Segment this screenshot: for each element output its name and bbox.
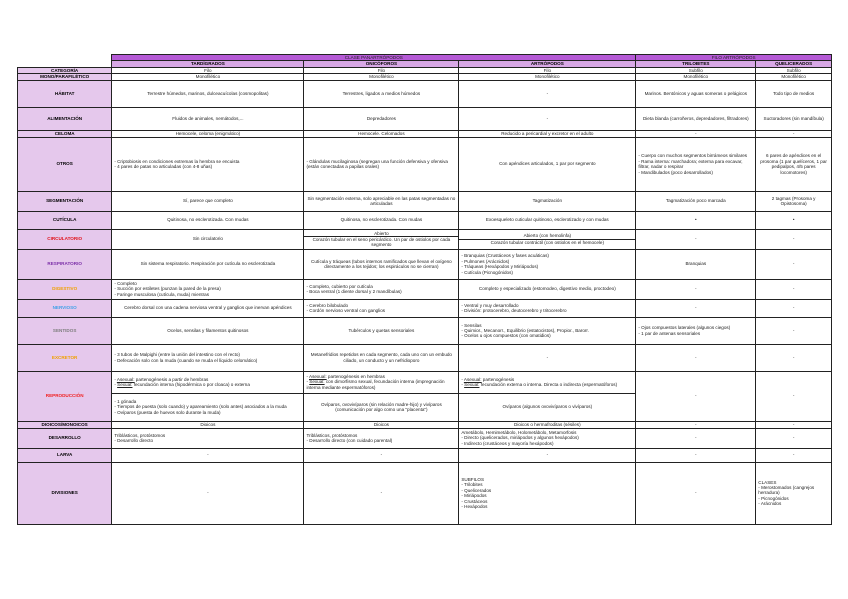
nervioso-tardigrados (112, 299, 304, 317)
underlined-term: Sexual: (309, 379, 325, 385)
otros-artropodos (459, 137, 636, 191)
circulatorio-trilobites (636, 229, 756, 249)
row-label-reproduccion (18, 371, 112, 421)
cell-text: Reducido a pericardial y excretor en el adulto (501, 130, 594, 136)
cell-text: Quitinosa, no esclerotizada. Con mudas (167, 217, 249, 223)
excretor-tardigrados (112, 344, 304, 371)
cell-text: Depredadores (366, 115, 396, 121)
alimentacion-cell (459, 107, 636, 130)
cell-line: - Asexual: partenogénesis a partir de hembras (114, 376, 209, 382)
table-row (18, 191, 832, 211)
cell-text: - (695, 490, 697, 496)
alimentacion-cell (636, 107, 756, 130)
dioicos-cell (459, 421, 636, 428)
sub-top: Abierto (304, 231, 458, 237)
cell-text: - (695, 130, 697, 136)
cell-line: - Defecación solo con la muda (cuando se muda el líquido celomático) (114, 357, 258, 363)
dioicos-cell (112, 421, 304, 428)
reproduccion-onicoforos-bottom (304, 393, 459, 421)
reproduccion-trilobites (636, 371, 756, 421)
row-label-alimentacion (18, 107, 112, 130)
row-label-text: CIRCULATORIO (47, 236, 83, 242)
row-label-dioicos (18, 421, 112, 428)
cell-line: - Faringe musculosa (cutícula, muda) mientras (114, 291, 210, 297)
cell-text: Cutícula y tráqueas (tubos internos ramificados que llevan el oxígeno directamente a los tejidos; los espiráculos no se cierran) (311, 258, 452, 270)
row-label-otros (18, 137, 112, 191)
otros-quelicerados (756, 137, 832, 191)
cell-line: - Desarrollo directo (con cuidado parental) (306, 438, 393, 444)
row-label-text: HÁBITAT (54, 90, 75, 96)
row-label-text: SENTIDOS (52, 327, 77, 333)
cell-text: - (695, 286, 697, 292)
cell-text: - (792, 421, 795, 427)
cell-text: • (694, 217, 697, 223)
cell-text: Todo tipo de medios (773, 90, 815, 96)
larva-cell (304, 448, 459, 462)
cell-line: - Trilobites (461, 482, 483, 488)
column-header-text: TARDÍGRADOS (190, 61, 225, 67)
nervioso-quelicerados (756, 299, 832, 317)
row-label-text: RESPIRATORIO (47, 261, 82, 267)
table-row (18, 317, 832, 344)
row-label-text: CUTÍCULA (52, 217, 77, 223)
cell-line: - Crustáceos (461, 498, 488, 504)
excretor-quelicerados (756, 344, 832, 371)
row-label-celoma (18, 130, 112, 137)
cell-text: - (695, 354, 697, 360)
underlined-term: Asexual: (116, 376, 135, 382)
table-row (18, 371, 832, 393)
column-header-text: ONICÓFOROS (365, 61, 398, 67)
circulatorio-onicoforos (304, 229, 459, 249)
table-row (18, 137, 832, 191)
row-label-text: DIGESTIVO (52, 286, 78, 292)
digestivo-artropodos (459, 279, 636, 299)
cell-line: Ametábolo, Hemimetábolo, Holometábolo, Metamorfosis (461, 430, 577, 436)
celoma-cell (304, 130, 459, 137)
celoma-cell (636, 130, 756, 137)
table-row (18, 428, 832, 448)
row-label-text: NERVIOSO (52, 305, 77, 311)
cell-line: - Picnogónidos (758, 495, 789, 501)
cell-text: - (792, 305, 795, 311)
table-row (18, 80, 832, 107)
sentidos-trilobites (636, 317, 756, 344)
cell-text: Ocelos, sensilas y filamentos quitinosos (167, 327, 249, 333)
cell-text: Quitinosa, no esclerotizada. Con mudas (340, 217, 423, 223)
cell-text: 2 tagmas (Prosoma y Opistosoma) (771, 195, 816, 207)
cell-line: - 3 tubos de Malpighi (entre la unión del intestino con el recto) (114, 352, 240, 358)
cell-line: - Criptobiosis en condiciones extremas la hembra se encuista (114, 158, 240, 164)
row-label-larva (18, 448, 112, 462)
cell-line: - Cuerpo con muchos segmentos birrámeos similares (638, 153, 748, 159)
reproduccion-artropodos-top (459, 371, 636, 393)
cell-text: - (792, 354, 795, 360)
larva-cell (459, 448, 636, 462)
cell-text: Sin segmentación externa, solo apreciable en las patas segmentadas no articuladas (307, 195, 456, 207)
respiratorio-trilobites (636, 249, 756, 279)
cell-text: Monofilético (195, 74, 221, 80)
reproduccion-artropodos-bottom (459, 393, 636, 421)
reproduccion-onicoforos-top (304, 371, 459, 393)
sub-top: Abierto (con hemolinfa) (459, 233, 635, 239)
table-body (18, 55, 832, 525)
cell-line: - Completo (114, 281, 137, 287)
cell-text: Tagmatización (532, 198, 563, 204)
row-label-digestivo (18, 279, 112, 299)
divisiones-tardigrados (112, 462, 304, 524)
cell-line: Triblásticos, protóstomos (114, 432, 166, 438)
celoma-cell (756, 130, 832, 137)
cell-text: - (792, 130, 795, 136)
row-label-text: EXCRETOR (51, 354, 78, 360)
desarrollo-quelicerados (756, 428, 832, 448)
reproduccion-tardigrados-top (112, 371, 304, 393)
row-label-respiratorio (18, 249, 112, 279)
segmentacion-cell (112, 191, 304, 211)
table-row (18, 299, 832, 317)
underlined-term: Sexual: (464, 382, 480, 388)
cell-line: - Quelicerados (461, 487, 492, 493)
habitat-cell (112, 80, 304, 107)
cell-text: Cerebro dorsal con una cadena nerviosa ventral y ganglios que inervan apéndices (124, 305, 292, 311)
cell-text: Fluidos de animales, nemátodos,... (172, 115, 244, 121)
cell-line: - Ocelos u ojos compuestos (con omatidios) (461, 333, 551, 339)
cell-line: - Pulmones (Arácnidos) (461, 258, 510, 264)
cuticula-cell (756, 211, 832, 229)
column-header-text: QUELICERADOS (775, 61, 813, 67)
sub-bottom: Corazón tubular contráctil (con ostiolos en el hemocele) (490, 239, 605, 245)
cell-text: - (792, 393, 795, 399)
row-label-text: CELOMA (54, 130, 75, 136)
cell-line: - Completo, cubierto por cutícula (306, 283, 373, 289)
cuticula-cell (304, 211, 459, 229)
row-label-text: MONO/PARAFILÉTICO (40, 74, 90, 80)
cell-text: Monofilético (781, 74, 806, 80)
cell-line: - Asexual: partenogénesis en hembras (306, 374, 385, 380)
row-label-desarrollo (18, 428, 112, 448)
cell-text: Exoesqueleto cuticular quitinoso, esclerotizado y con mudas (485, 217, 609, 223)
habitat-cell (756, 80, 832, 107)
row-label-text: DIVISIONES (51, 490, 78, 496)
cell-line: - Sexual: con dimorfismo sexual, fecundación interna (impregnación interna mediante espermatóforos) (306, 379, 445, 390)
dioicos-cell (304, 421, 459, 428)
reproduccion-quelicerados (756, 371, 832, 421)
cell-text: - (380, 452, 383, 458)
cell-line: - Ventral y muy desarrollado (461, 302, 519, 308)
term-rest: partenogénesis (481, 376, 515, 382)
excretor-onicoforos (304, 344, 459, 371)
row-label-sentidos (18, 317, 112, 344)
habitat-cell (636, 80, 756, 107)
underlined-term: Sexual: (117, 382, 133, 388)
cell-text: Sin circulatorio (192, 236, 223, 242)
nervioso-trilobites (636, 299, 756, 317)
row-label-text: DESARROLLO (48, 435, 81, 441)
cell-line: - Asexual: partenogénesis (461, 376, 515, 382)
cell-text: - (546, 452, 549, 458)
cell-text: - (792, 286, 795, 292)
nervioso-onicoforos (304, 299, 459, 317)
table-row (18, 448, 832, 462)
cell-text: - (695, 236, 697, 242)
table-row (18, 344, 832, 371)
dioicos-cell (756, 421, 832, 428)
cell-line: - Quimior., Mecanorr., Equilibrio (estatocistos), Propior., Barorr. (461, 327, 589, 333)
digestivo-onicoforos (304, 279, 459, 299)
cell-text: Subfilo (786, 67, 801, 73)
group-text: CLASE PANARTRÓPODOS (344, 55, 403, 60)
alimentacion-cell (304, 107, 459, 130)
alimentacion-cell (756, 107, 832, 130)
cell-line: Triblásticos, protóstomos (306, 432, 358, 438)
cell-text: Sin sistema respiratorio. Respiración por cutícula no esclerotizada (140, 261, 276, 267)
cell-text: Filo (377, 67, 386, 73)
cell-text: - (546, 354, 549, 360)
habitat-cell (304, 80, 459, 107)
digestivo-tardigrados (112, 279, 304, 299)
column-header-text: TRILOBITES (682, 61, 710, 67)
circulatorio-quelicerados (756, 229, 832, 249)
cell-line: - Cerebro bilobulado (306, 302, 349, 308)
row-label-text: LARVA (56, 452, 73, 458)
dioicos-cell (636, 421, 756, 428)
divisiones-onicoforos (304, 462, 459, 524)
group-text: FILO ARTRÓPODOS (711, 55, 756, 60)
term-rest: partenogénesis a partir de hembras (134, 376, 209, 382)
alimentacion-cell (112, 107, 304, 130)
row-label-text: DIOICOS/MONOICOS (41, 421, 88, 427)
table-row (18, 462, 832, 524)
desarrollo-artropodos (459, 428, 636, 448)
celoma-cell (459, 130, 636, 137)
circulatorio-artropodos (459, 229, 636, 249)
larva-cell (756, 448, 832, 462)
cell-text: - (792, 435, 795, 441)
term-rest: con dimorfismo sexual, fecundación interna (impregnación interna mediante espermatóforos) (306, 379, 445, 390)
table-row (18, 229, 832, 249)
cell-text: Monofilético (369, 74, 394, 80)
cell-line: - Branquias (Crustáceos y fases acuáticas) (461, 253, 549, 259)
cell-line: - Merostomados (cangrejos herradura) (758, 485, 815, 496)
cell-line: - Miriápodos (461, 493, 487, 499)
column-header-text: ARTRÓPODOS (530, 61, 564, 67)
cell-text: - (695, 393, 697, 399)
cell-line: - Tiempos de puesta (solo cuando) y apareamiento (solo antes) asociados a la muda (114, 404, 287, 410)
cell-text: Ovíparos (algunos ovovivíparos o vivíparos) (502, 404, 593, 410)
cell-line: - Directo (quelicerados, miriápodos y algunos hexápodos) (461, 435, 579, 441)
cell-text: Dioicos o hermafroditas (sésiles) (514, 421, 581, 427)
otros-tardigrados (112, 137, 304, 191)
divisiones-quelicerados (756, 462, 832, 524)
otros-trilobites (636, 137, 756, 191)
cell-text: Terrestres, ligados a medios húmedos (342, 90, 421, 96)
table-row (18, 130, 832, 137)
row-label-circulatorio (18, 229, 112, 249)
larva-cell (636, 448, 756, 462)
row-label-habitat (18, 80, 112, 107)
cell-line: - Hexápodos (461, 503, 488, 509)
cell-text: - (546, 115, 549, 121)
segmentacion-cell (304, 191, 459, 211)
cell-line: - Glándulas mucilaginosa (segregan una función defensiva y ofensiva (están conectadas a papilas orales) (306, 158, 448, 170)
sentidos-quelicerados (756, 317, 832, 344)
sub-bottom: Corazón tubular en el seno pericárdico. Un par de ostiolos por cada segmento (312, 236, 451, 248)
cell-line: - Sexual: fecundación externa o interna. Directa o indirecta (espermatóforos) (461, 382, 618, 388)
cell-text: Marinos. Bentónicos y aguas someras o pelágicos (644, 90, 747, 96)
underlined-term: Asexual: (309, 374, 327, 380)
cell-text: - (695, 305, 697, 311)
cuticula-cell (459, 211, 636, 229)
term-rest: partenogénesis en hembras (326, 374, 385, 380)
sentidos-tardigrados (112, 317, 304, 344)
cell-line: SUBFILOS (461, 476, 485, 482)
row-label-text: ALIMENTACIÓN (47, 115, 83, 121)
respiratorio-tardigrados (112, 249, 304, 279)
cell-text: Tagmatización poco marcada (665, 198, 726, 204)
desarrollo-onicoforos (304, 428, 459, 448)
cell-text: - (695, 421, 697, 427)
cell-line: - 1 gónada (114, 399, 137, 405)
reproduccion-tardigrados-bottom (112, 393, 304, 421)
cell-line: - División: protocerebro, deutocerebro y tritocerebro (461, 308, 567, 314)
cell-text: 6 pares de apéndices en el prosoma (1 par quelíceros, 1 par pedipalpos, 4/5 pares locomotores) (760, 153, 827, 175)
larva-cell (112, 448, 304, 462)
cell-text: - (792, 261, 795, 267)
desarrollo-trilobites (636, 428, 756, 448)
cell-text: - (207, 452, 209, 458)
cell-text: - (792, 452, 795, 458)
cuticula-cell (112, 211, 304, 229)
cell-text: Hemocele, celoma (enigmático) (175, 130, 241, 136)
row-label-text: REPRODUCCIÓN (45, 393, 84, 399)
cell-text: - (207, 490, 209, 496)
term-rest: fecundación interna (hipodérmica o por cloaca) o externa (132, 382, 250, 388)
row-label-divisiones (18, 462, 112, 524)
cell-text: Terrestre húmedos, marinos, dulceacuícolas (cosmopolitas) (147, 90, 269, 96)
row-label-cuticula (18, 211, 112, 229)
cell-line: - Ojos compuestos laterales (algunos ciegos) (638, 325, 731, 331)
cell-text: - (792, 236, 795, 242)
cell-line: - Succión por estiletes (punzan la pared de la presa) (114, 286, 221, 292)
respiratorio-onicoforos (304, 249, 459, 279)
row-label-text: OTROS (56, 161, 73, 167)
cell-text: - (695, 435, 697, 441)
desarrollo-tardigrados (112, 428, 304, 448)
cell-line: - Cordón nervioso ventral con ganglios (306, 308, 386, 314)
table-row (18, 279, 832, 299)
cell-text: Con apéndices articulados, 1 par por segmento (499, 161, 596, 167)
cell-text: Subfilo (688, 67, 703, 73)
excretor-artropodos (459, 344, 636, 371)
cell-text: Tubérculos y quetas sensoriales (348, 327, 415, 333)
cell-line: CLASES (758, 479, 777, 485)
cell-line: - Cutícula (Picnogónidos) (461, 269, 513, 275)
cell-text: Dioicos (373, 421, 389, 427)
segmentacion-cell (636, 191, 756, 211)
cell-line: - Indirecto (crustáceos y mayoría hexápodos) (461, 440, 554, 446)
divisiones-artropodos (459, 462, 636, 524)
cell-line: - Tráqueas (Hexápodos y Miriápodos) (461, 264, 539, 270)
cell-line: - Mandibulados (poco desarrollados) (638, 169, 713, 175)
table-row (18, 211, 832, 229)
sentidos-onicoforos (304, 317, 459, 344)
cuticula-cell (636, 211, 756, 229)
celoma-cell (112, 130, 304, 137)
digestivo-quelicerados (756, 279, 832, 299)
row-label-nervioso (18, 299, 112, 317)
respiratorio-quelicerados (756, 249, 832, 279)
term-rest: fecundación externa o interna. Directa o indirecta (espermatóforos) (479, 382, 618, 388)
cell-text: Ovíparos, ovovivíparos (sin relación madre-hijo) y vivíparos (comunicación por algo como una "placenta") (321, 401, 442, 413)
cell-line: - Desarrollo directo (114, 438, 154, 444)
cell-line: - Boca ventral (1 diente dorsal y 2 mandíbulas) (306, 289, 402, 295)
cell-text: Dioicos (200, 421, 216, 427)
cell-line: - Sensilas (461, 322, 482, 328)
cell-text: - (792, 327, 795, 333)
cell-text: Completo y especializado (estomodeo, digestivo medio, proctodeo) (478, 286, 616, 292)
table-row (18, 107, 832, 130)
cell-line: - 1 par de antenas sensoriales (638, 330, 701, 336)
cell-text: Suctoradores (sin mandíbula) (763, 115, 824, 121)
cell-text: Metanefridios repetidos en cada segmento, cada uno con un embudo ciliado, un conducto y un nefridioporo (310, 352, 452, 363)
divisiones-trilobites (636, 462, 756, 524)
digestivo-trilobites (636, 279, 756, 299)
cell-line: - Arácnidos (758, 501, 782, 507)
sentidos-artropodos (459, 317, 636, 344)
cell-line: - Sexual: fecundación interna (hipodérmica o por cloaca) o externa (114, 382, 250, 388)
cell-text: - (380, 490, 383, 496)
cell-text: - (695, 452, 697, 458)
circulatorio-tardigrados (112, 229, 304, 249)
row-label-text: CATEGORÍA (51, 67, 79, 73)
cell-text: Monofilético (683, 74, 709, 80)
respiratorio-artropodos (459, 249, 636, 279)
row-label-segmentacion (18, 191, 112, 211)
cell-text: - (546, 90, 549, 96)
cell-text: Filo (543, 67, 552, 73)
row-label-text: SEGMENTACIÓN (46, 198, 84, 204)
cell-text: Dieta blanda (carroñeros, depredadores, filtradores) (642, 115, 749, 121)
cell-text: Monofilético (535, 74, 560, 80)
nervioso-artropodos (459, 299, 636, 317)
habitat-cell (459, 80, 636, 107)
cell-line: - 4 pares de patas no articuladas (con 4-8 uñas) (114, 164, 213, 170)
cell-text: Branquias (685, 261, 707, 267)
table-row (18, 249, 832, 279)
segmentacion-cell (756, 191, 832, 211)
cell-text: Filo (204, 67, 212, 73)
cell-text: • (792, 217, 795, 223)
table-row (18, 421, 832, 428)
comparison-table (17, 54, 832, 525)
row-label-excretor (18, 344, 112, 371)
segmentacion-cell (459, 191, 636, 211)
cell-text: Hemocele. Celomados (358, 130, 405, 136)
excretor-trilobites (636, 344, 756, 371)
underlined-term: Asexual: (463, 376, 482, 382)
cell-line: - Ovíparos (puesta de huevos solo durante la muda) (114, 409, 221, 415)
cell-line: - Rama interna: marchadora; externa para excavar, filtrar, nadar o respirar (638, 158, 743, 170)
otros-onicoforos (304, 137, 459, 191)
cell-text: Sí, parece que completo (182, 198, 233, 204)
